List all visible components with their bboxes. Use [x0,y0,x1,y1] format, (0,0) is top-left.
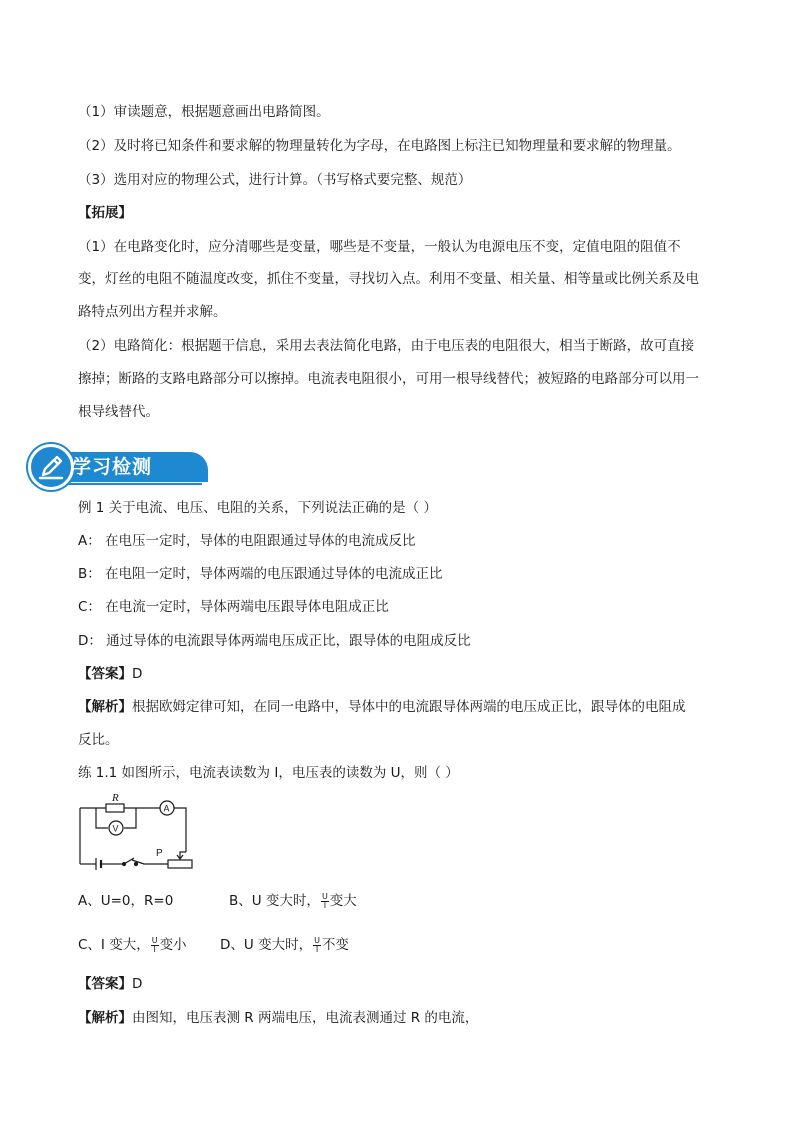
example1-option-d: D： 通过导体的电流跟导体两端电压成正比，跟导体的电阻成反比 [78,633,471,649]
analysis-label: 【解析】 [78,1010,132,1026]
option-d-text: D、U 变大时， [220,937,313,953]
u-over-i-fraction: $\frac{U}{I}$ [151,935,158,954]
step-3: （3）选用对应的物理公式，进行计算。（书写格式要完整、规范） [78,172,472,188]
resistor [106,804,124,812]
banner-title: 学习检测 [72,456,153,478]
option-c-text: C、I 变大， [78,937,150,953]
circuit-diagram [76,792,196,870]
extension-p1-line-1: （1）在电路变化时，应分清哪些是变量，哪些是不变量，一般认为电源电压不变，定值电阻的阻值不 [78,239,681,255]
example1-question: 例 1 关于电流、电压、电阻的关系，下列说法正确的是（ ） [78,500,437,516]
answer-value: D [132,666,143,682]
step-1: （1）审读题意，根据题意画出电路简图。 [78,104,330,120]
pencil-icon [28,444,74,490]
extension-p1-line-2: 变，灯丝的电阻不随温度改变，抓住不变量，寻找切入点。利用不变量、相关量、相等量或比例关系及电 [78,271,699,287]
step-2: （2）及时将已知条件和要求解的物理量转化为字母，在电路图上标注已知物理量和要求解的物理量。 [78,138,681,154]
practice-option-a: A、U=0，R=0 [78,893,174,909]
rheostat [168,860,192,868]
answer-label: 【答案】 [78,976,132,992]
example1-option-b: B： 在电阻一定时，导体两端的电压跟通过导体的电流成正比 [78,566,443,582]
u-over-i-fraction: $\frac{U}{I}$ [314,935,320,954]
option-d-suffix: 不变 [321,937,349,953]
practice-option-b [229,891,357,911]
example1-analysis-line-1 [78,697,686,717]
answer-value: D [132,976,143,992]
extension-p2-line-1: （2）电路简化：根据题干信息，采用去表法简化电路，由于电压表的电阻很大，相当于断路，故可直接 [78,338,695,354]
extension-p1-line-3: 路特点列出方程并求解。 [78,304,227,320]
option-b-text: B、U 变大时， [229,893,320,909]
example1-option-c: C： 在电流一定时，导体两端电压跟导体电阻成正比 [78,599,389,615]
resistor-label: R [112,792,119,804]
example1-answer [78,664,142,684]
voltmeter-label: V [112,823,119,834]
analysis-text: 由图知，电压表测 R 两端电压，电流表测通过 R 的电流， [132,1010,479,1026]
analysis-label: 【解析】 [78,699,132,715]
extension-heading: 【拓展】 [78,205,132,221]
example1-option-a: A： 在电压一定时，导体的电阻跟通过导体的电流成反比 [78,533,416,549]
option-b-suffix: 变大 [329,893,357,909]
section-banner [28,440,188,490]
extension-p2-line-3: 根导线替代。 [78,404,159,420]
practice-analysis [78,1008,478,1028]
answer-label: 【答案】 [78,666,132,682]
practice-question: 练 1.1 如图所示，电流表读数为 I，电压表的读数为 U，则（ ） [78,765,459,781]
u-over-i-fraction: $\frac{U}{I}$ [321,891,328,910]
analysis-text: 根据欧姆定律可知，在同一电路中，导体中的电流跟导体两端的电压成正比，跟导体的电阻成 [132,699,686,715]
option-c-suffix: 变小 [159,937,187,953]
practice-option-c [78,935,187,955]
slider-label: P [156,848,163,859]
extension-p2-line-2: 擦掉；断路的支路电路部分可以擦掉。电流表电阻很小，可用一根导线替代；被短路的电路部分可以用一 [78,371,699,387]
practice-answer [78,974,142,994]
example1-analysis-line-2: 反比。 [78,732,119,748]
ammeter-label: A [163,803,170,814]
practice-option-d [220,935,349,955]
